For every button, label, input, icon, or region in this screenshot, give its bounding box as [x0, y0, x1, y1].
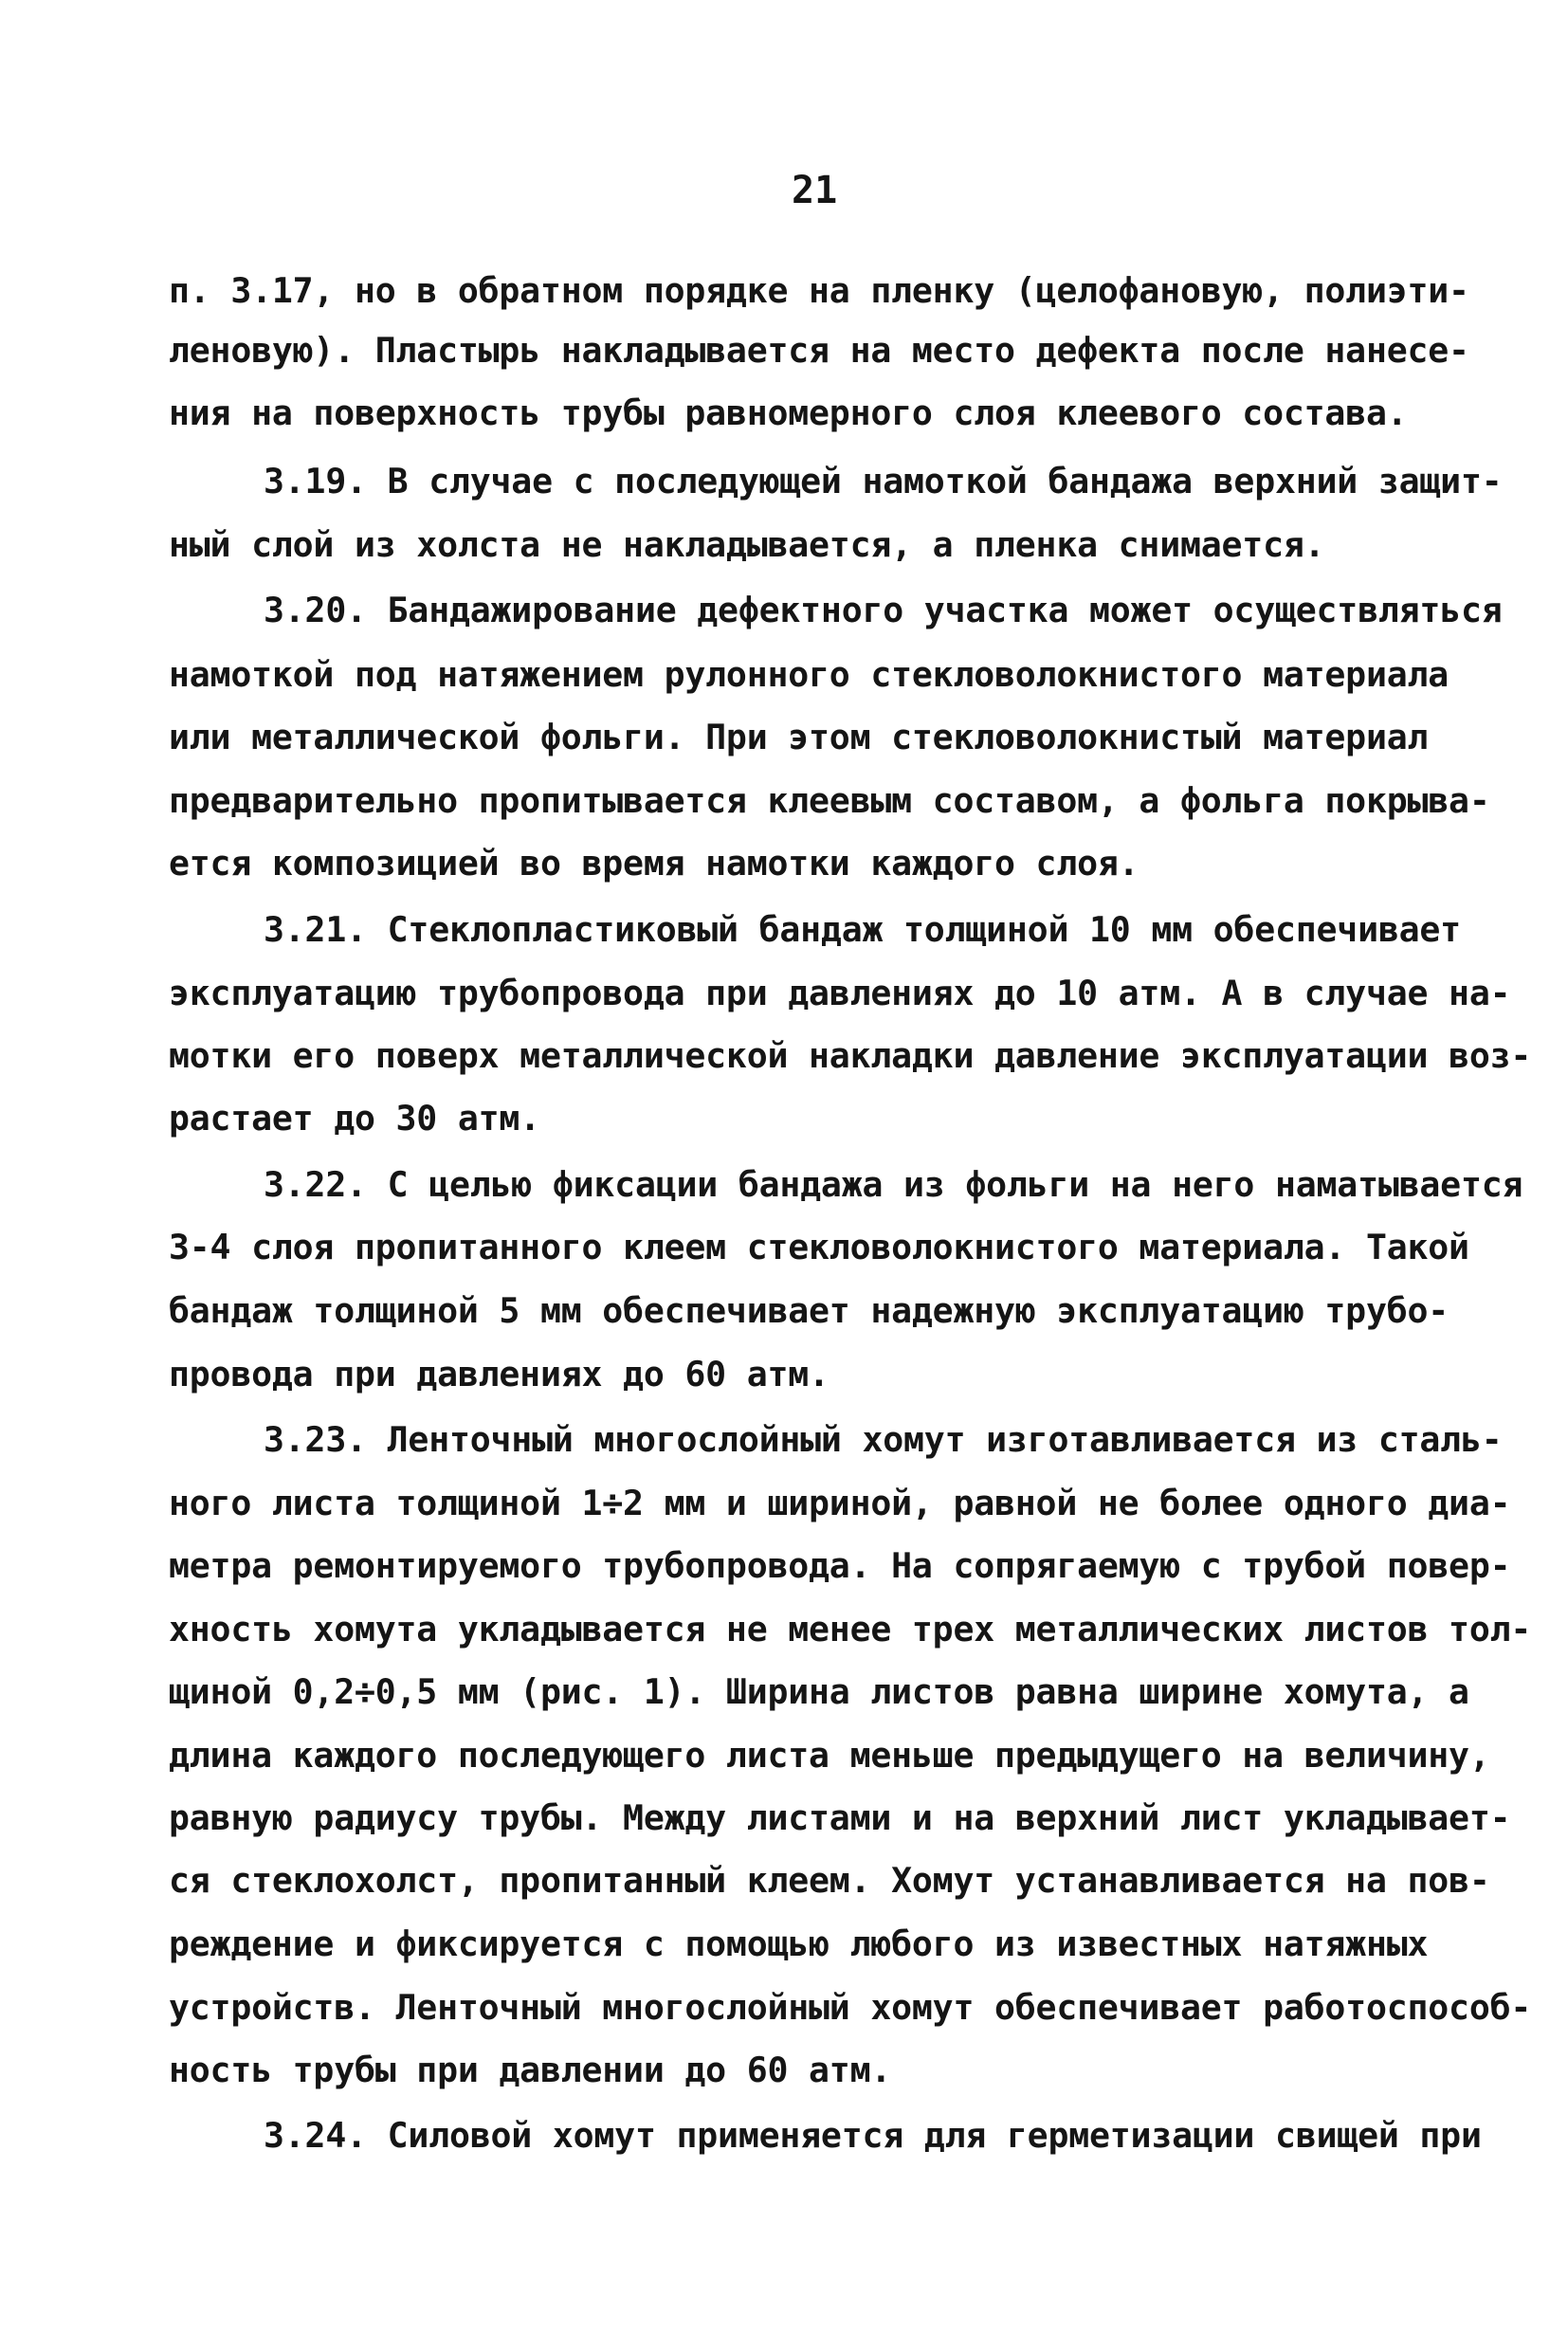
- text-line: предварительно пропитывается клеевым составом, а фольга покрыва-: [169, 780, 1490, 821]
- text-line: хность хомута укладывается не менее трех металлических листов тол-: [169, 1609, 1532, 1649]
- text-line: растает до 30 атм.: [169, 1098, 540, 1139]
- text-line: леновую). Пластырь накладывается на место дефекта после нанесе-: [169, 330, 1469, 371]
- text-line: 3.23. Ленточный многослойный хомут изготавливается из сталь-: [264, 1419, 1503, 1460]
- text-line: 3.20. Бандажирование дефектного участка может осуществляться: [264, 590, 1503, 630]
- text-line: равную радиусу трубы. Между листами и на верхний лист укладывает-: [169, 1797, 1511, 1838]
- text-line: ность трубы при давлении до 60 атм.: [169, 2050, 892, 2090]
- text-line: метра ремонтируемого трубопровода. На сопрягаемую с трубой повер-: [169, 1545, 1511, 1586]
- text-line: 3-4 слоя пропитанного клеем стекловолокнистого материала. Такой: [169, 1227, 1469, 1267]
- text-line: ется композицией во время намотки каждого слоя.: [169, 843, 1140, 884]
- text-line: ный слой из холста не накладывается, а пленка снимается.: [169, 524, 1325, 565]
- text-line: щиной 0,2÷0,5 мм (рис. 1). Ширина листов равна ширине хомута, а: [169, 1671, 1469, 1712]
- text-line: эксплуатацию трубопровода при давлениях до 10 атм. А в случае на-: [169, 973, 1511, 1013]
- text-line: провода при давлениях до 60 атм.: [169, 1354, 830, 1394]
- text-line: п. 3.17, но в обратном порядке на пленку (целофановую, полиэти-: [169, 270, 1469, 311]
- text-line: намоткой под натяжением рулонного стекловолокнистого материала: [169, 654, 1449, 695]
- page-number: 21: [792, 169, 838, 212]
- text-line: бандаж толщиной 5 мм обеспечивает надежную эксплуатацию трубо-: [169, 1290, 1449, 1331]
- text-line: ного листа толщиной 1÷2 мм и шириной, равной не более одного диа-: [169, 1483, 1511, 1523]
- text-line: ния на поверхность трубы равномерного слоя клеевого состава.: [169, 392, 1408, 433]
- text-line: 3.22. С целью фиксации бандажа из фольги на него наматывается: [264, 1164, 1523, 1205]
- text-line: реждение и фиксируется с помощью любого из известных натяжных: [169, 1923, 1429, 1964]
- text-line: 3.21. Стеклопластиковый бандаж толщиной 10 мм обеспечивает: [264, 909, 1461, 950]
- text-line: 3.24. Силовой хомут применяется для герметизации свищей при: [264, 2115, 1482, 2156]
- text-line: ся стеклохолст, пропитанный клеем. Хомут устанавливается на пов-: [169, 1860, 1490, 1901]
- text-line: длина каждого последующего листа меньше предыдущего на величину,: [169, 1735, 1490, 1776]
- text-line: 3.19. В случае с последующей намоткой бандажа верхний защит-: [264, 461, 1503, 501]
- text-line: мотки его поверх металлической накладки давление эксплуатации воз-: [169, 1035, 1532, 1076]
- text-line: или металлической фольги. При этом стекловолокнистый материал: [169, 717, 1429, 757]
- text-line: устройств. Ленточный многослойный хомут обеспечивает работоспособ-: [169, 1987, 1532, 2028]
